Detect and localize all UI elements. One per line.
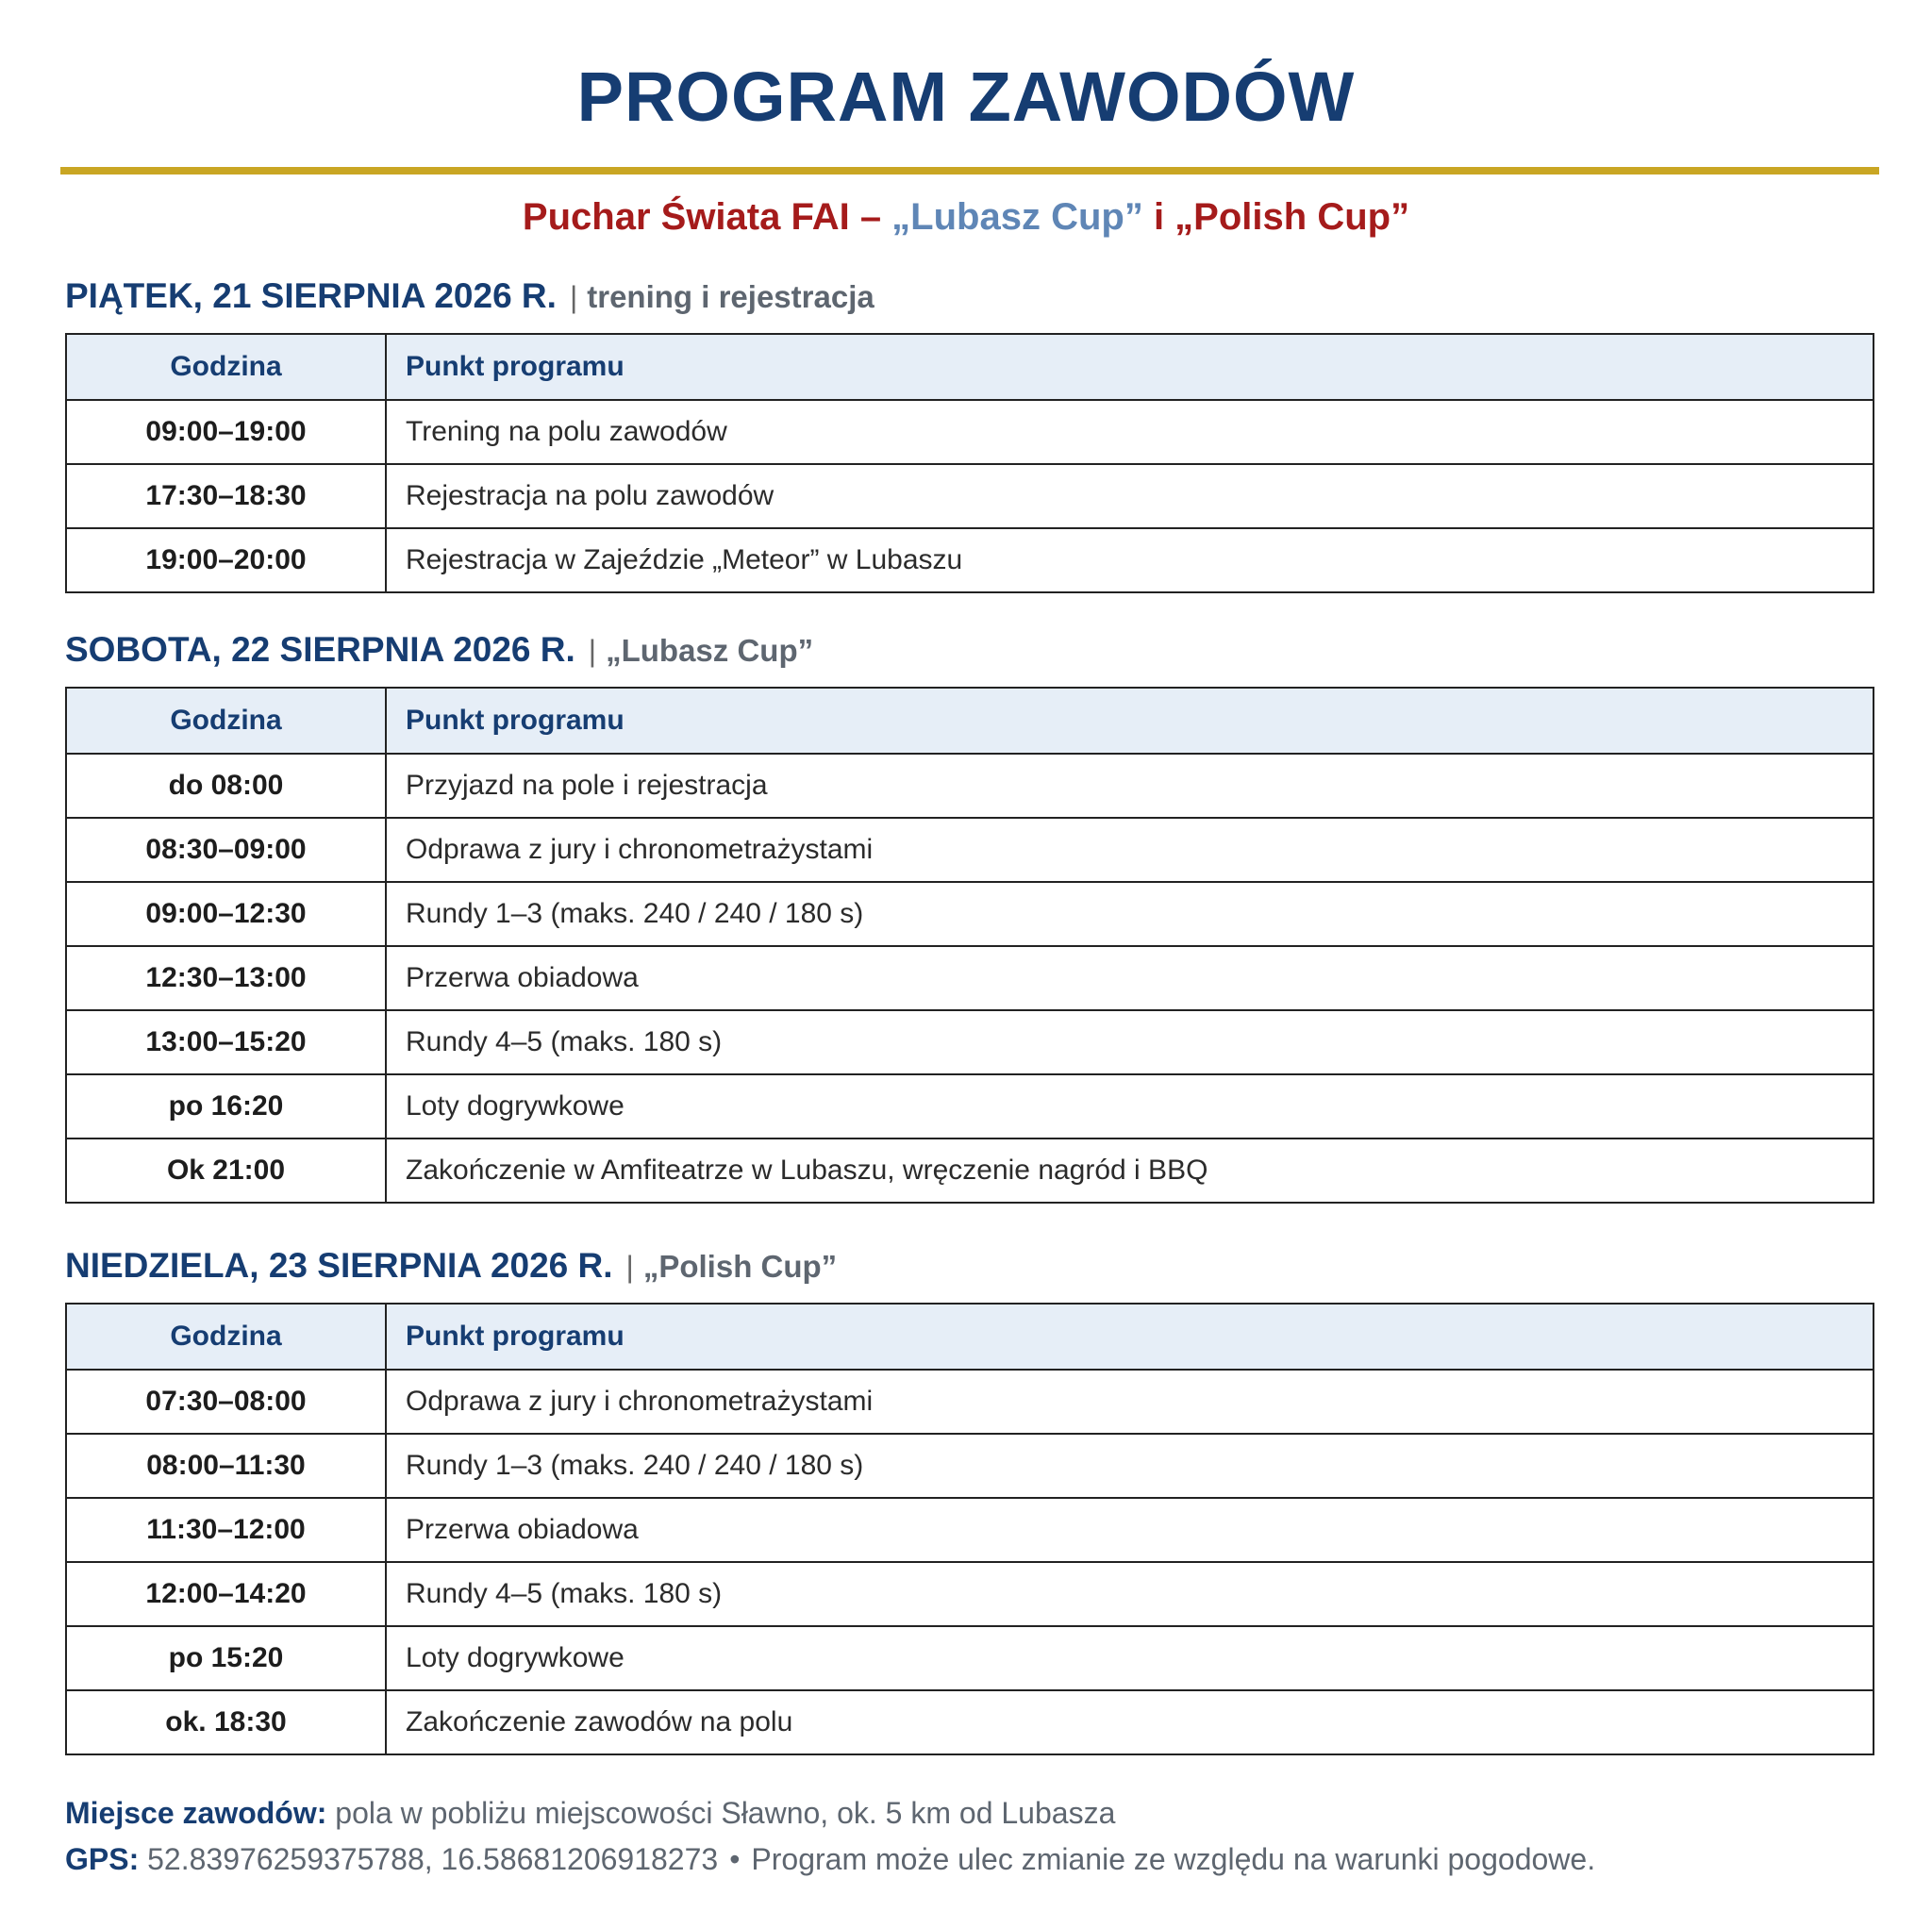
heading-separator: | [569, 280, 578, 314]
gps-coordinates: 52.83976259375788, 16.58681206918273 [147, 1842, 719, 1876]
table-row [66, 400, 1874, 464]
table-header-row [66, 688, 1874, 754]
bullet-separator: • [729, 1842, 741, 1876]
day-heading-sunday [65, 1244, 837, 1288]
day-note: „Lubasz Cup” [606, 633, 814, 668]
table-row [66, 818, 1874, 882]
venue-label: Miejsce zawodów: [65, 1796, 327, 1830]
item-cell: Przerwa obiadowa [386, 946, 1874, 1010]
heading-separator: | [588, 634, 597, 668]
item-cell: Loty dogrywkowe [386, 1074, 1874, 1139]
day-heading-friday [65, 274, 874, 319]
schedule-table-saturday [65, 687, 1874, 1204]
time-cell: po 16:20 [66, 1074, 386, 1139]
table-row [66, 1690, 1874, 1754]
item-cell: Trening na polu zawodów [386, 400, 1874, 464]
time-cell: 09:00–12:30 [66, 882, 386, 946]
column-header-time: Godzina [66, 1304, 386, 1370]
time-cell: do 08:00 [66, 754, 386, 818]
item-cell: Zakończenie w Amfiteatrze w Lubaszu, wręczenie nagród i BBQ [386, 1139, 1874, 1203]
item-cell: Rundy 1–3 (maks. 240 / 240 / 180 s) [386, 1434, 1874, 1498]
column-header-time: Godzina [66, 688, 386, 754]
day-title: SOBOTA, 22 SIERPNIA 2026 R. [65, 630, 575, 669]
day-title: NIEDZIELA, 23 SIERPNIA 2026 R. [65, 1246, 613, 1285]
table-header-row [66, 1304, 1874, 1370]
venue-text: pola w pobliżu miejscowości Sławno, ok. 5 km od Lubasza [335, 1796, 1116, 1830]
table-row [66, 464, 1874, 528]
time-cell: ok. 18:30 [66, 1690, 386, 1754]
time-cell: 09:00–19:00 [66, 400, 386, 464]
time-cell: 08:30–09:00 [66, 818, 386, 882]
item-cell: Rundy 1–3 (maks. 240 / 240 / 180 s) [386, 882, 1874, 946]
time-cell: 19:00–20:00 [66, 528, 386, 592]
item-cell: Loty dogrywkowe [386, 1626, 1874, 1690]
gps-line [65, 1840, 1595, 1878]
table-row [66, 1434, 1874, 1498]
table-row [66, 1626, 1874, 1690]
time-cell: 08:00–11:30 [66, 1434, 386, 1498]
subtitle-part-1: Puchar Świata FAI – [522, 196, 892, 238]
item-cell: Rundy 4–5 (maks. 180 s) [386, 1010, 1874, 1074]
column-header-item: Punkt programu [386, 1304, 1874, 1370]
gps-label: GPS: [65, 1842, 140, 1876]
item-cell: Rejestracja na polu zawodów [386, 464, 1874, 528]
time-cell: 12:30–13:00 [66, 946, 386, 1010]
day-title: PIĄTEK, 21 SIERPNIA 2026 R. [65, 276, 557, 315]
item-cell: Przyjazd na pole i rejestracja [386, 754, 1874, 818]
time-cell: po 15:20 [66, 1626, 386, 1690]
time-cell: Ok 21:00 [66, 1139, 386, 1203]
venue-line [65, 1794, 1115, 1832]
table-row [66, 946, 1874, 1010]
table-row [66, 1370, 1874, 1434]
item-cell: Odprawa z jury i chronometrażystami [386, 818, 1874, 882]
day-heading-saturday [65, 628, 813, 673]
time-cell: 07:30–08:00 [66, 1370, 386, 1434]
time-cell: 17:30–18:30 [66, 464, 386, 528]
table-row [66, 754, 1874, 818]
subtitle-lubasz-cup: „Lubasz Cup” [891, 196, 1143, 238]
day-note: trening i rejestracja [587, 279, 874, 314]
column-header-time: Godzina [66, 334, 386, 400]
table-row [66, 1498, 1874, 1562]
schedule-table-sunday [65, 1303, 1874, 1755]
item-cell: Zakończenie zawodów na polu [386, 1690, 1874, 1754]
column-header-item: Punkt programu [386, 334, 1874, 400]
heading-separator: | [625, 1250, 634, 1284]
time-cell: 12:00–14:20 [66, 1562, 386, 1626]
table-row [66, 1010, 1874, 1074]
page-title: PROGRAM ZAWODÓW [576, 58, 1356, 136]
item-cell: Rejestracja w Zajeździe „Meteor” w Lubaszu [386, 528, 1874, 592]
item-cell: Przerwa obiadowa [386, 1498, 1874, 1562]
title-divider [60, 167, 1879, 175]
table-row [66, 1562, 1874, 1626]
schedule-table-friday [65, 333, 1874, 593]
table-row [66, 882, 1874, 946]
page-subtitle [0, 193, 1932, 241]
table-header-row [66, 334, 1874, 400]
item-cell: Odprawa z jury i chronometrażystami [386, 1370, 1874, 1434]
day-note: „Polish Cup” [642, 1249, 838, 1284]
table-row [66, 528, 1874, 592]
time-cell: 11:30–12:00 [66, 1498, 386, 1562]
subtitle-part-3: i „Polish Cup” [1142, 196, 1410, 238]
table-row [66, 1074, 1874, 1139]
column-header-item: Punkt programu [386, 688, 1874, 754]
table-row [66, 1139, 1874, 1203]
item-cell: Rundy 4–5 (maks. 180 s) [386, 1562, 1874, 1626]
weather-notice: Program może ulec zmianie ze względu na warunki pogodowe. [751, 1842, 1596, 1876]
time-cell: 13:00–15:20 [66, 1010, 386, 1074]
